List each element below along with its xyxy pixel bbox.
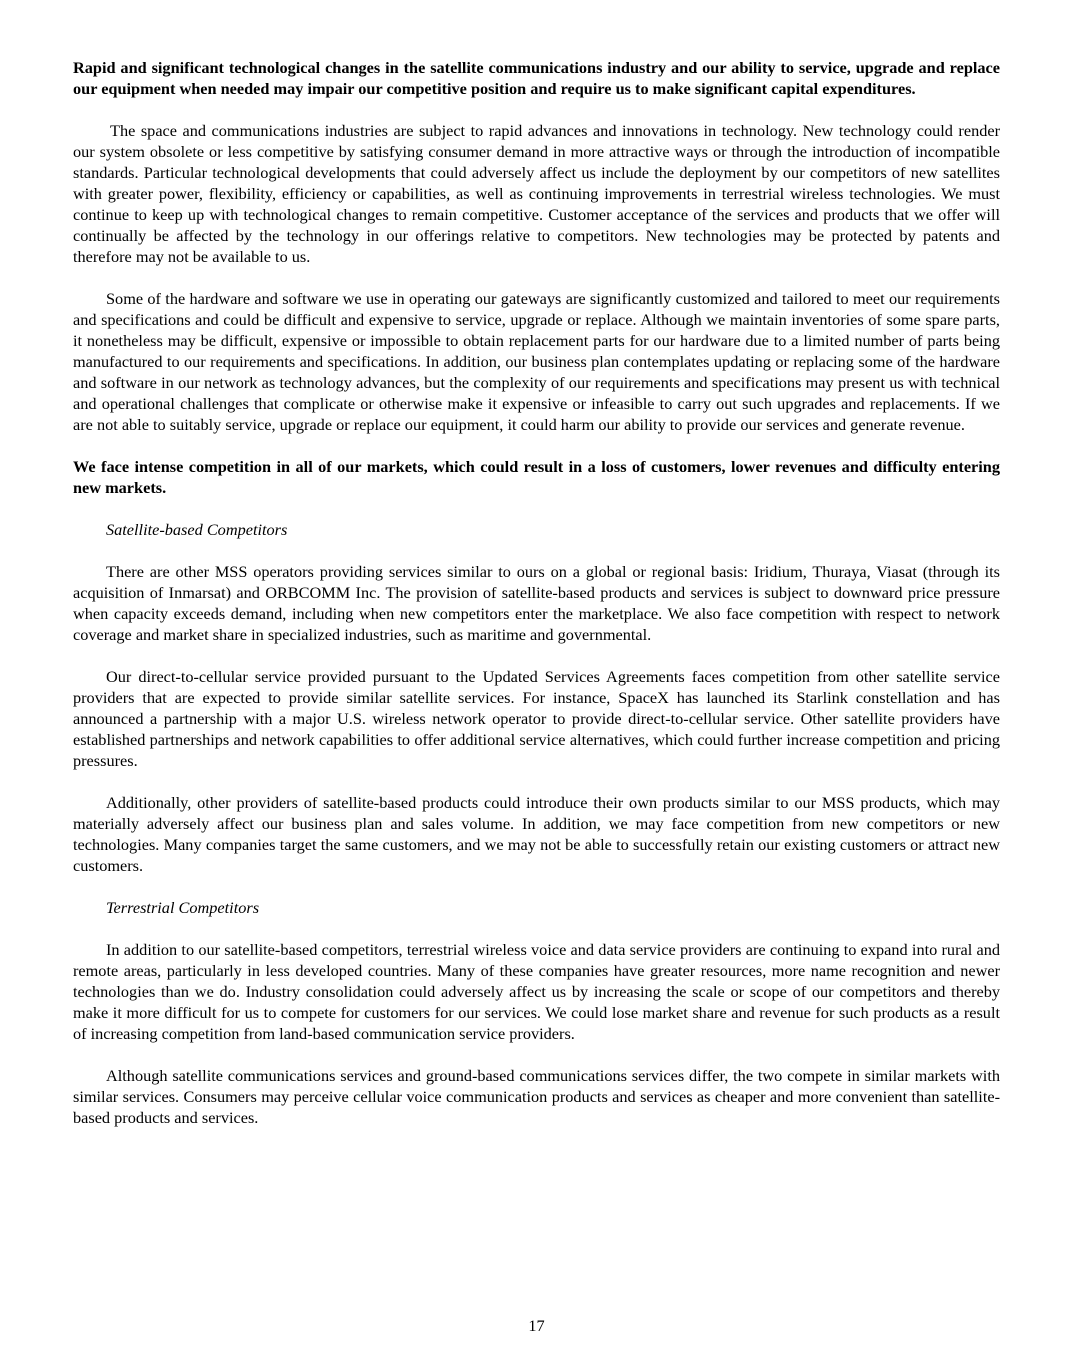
paragraph-terrestrial-providers: In addition to our satellite-based competitors, terrestrial wireless voice and data service providers are continuing to expand into rural and remote areas, particularly in less developed countries. Many of these companies have greater resources, more name recognition and newer technologies than we do. Industry consolidation could adversely affect us by increasing the scale or scope of our competitors and thereby make it more difficult for us to compete for customers for our services. We could lose market share and revenue for such products as a result of increasing competition from land-based communication service providers. bbox=[73, 940, 1000, 1043]
page-number: 17 bbox=[528, 1316, 545, 1335]
subheading-satellite-competitors: Satellite-based Competitors bbox=[106, 520, 288, 539]
section-heading-technology: Rapid and significant technological changes in the satellite communications industry and our ability to service, upgrade and replace our equipment when needed may impair our competitive position and require us to make significant capital expenditures. bbox=[73, 58, 1000, 98]
paragraph-other-providers: Additionally, other providers of satellite-based products could introduce their own products similar to our MSS products, which may materially adversely affect our business plan and sales volume. In addition, we may face competition from new competitors or new technologies. Many companies target the same customers, and we may not be able to successfully retain our existing customers or attract new customers. bbox=[73, 793, 1000, 875]
paragraph-direct-to-cellular: Our direct-to-cellular service provided pursuant to the Updated Services Agreements faces competition from other satellite service providers that are expected to provide similar satellite services. For instance, SpaceX has launched its Starlink constellation and has announced a partnership with a major U.S. wireless network operator to provide direct-to-cellular service. Other satellite providers have established partnerships and network capabilities to offer additional service alternatives, which could further increase competition and pricing pressures. bbox=[73, 667, 1000, 770]
paragraph-satellite-vs-ground: Although satellite communications services and ground-based communications services differ, the two compete in similar markets with similar services. Consumers may perceive cellular voice communication products and services as cheaper and more convenient than satellite-based products and services. bbox=[73, 1066, 1000, 1127]
subheading-terrestrial-competitors: Terrestrial Competitors bbox=[106, 898, 260, 917]
paragraph-technology-changes: The space and communications industries are subject to rapid advances and innovations in technology. New technology could render our system obsolete or less competitive by satisfying consumer demand in more attractive ways or through the introduction of incompatible standards. Particular technological developments that could adversely affect us include the deployment by our competitors of new satellites with greater power, flexibility, efficiency or capabilities, as well as continuing improvements in terrestrial wireless technologies. We must continue to keep up with technological changes to remain competitive. Customer acceptance of the services and products that we offer will continually be affected by the technology in our offerings relative to competitors. New technologies may be protected by patents and therefore may not be available to us. bbox=[73, 121, 1000, 266]
section-heading-competition: We face intense competition in all of our markets, which could result in a loss of customers, lower revenues and difficulty entering new markets. bbox=[73, 457, 1000, 497]
paragraph-mss-operators: There are other MSS operators providing services similar to ours on a global or regional basis: Iridium, Thuraya, Viasat (through its acquisition of Inmarsat) and ORBCOMM Inc. The provision of satellite-based products and services is subject to downward price pressure when capacity exceeds demand, including when new competitors enter the marketplace. We also face competition with respect to network coverage and market share in specialized industries, such as maritime and governmental. bbox=[73, 562, 1000, 644]
paragraph-hardware-software: Some of the hardware and software we use in operating our gateways are significantly customized and tailored to meet our requirements and specifications and could be difficult and expensive to service, upgrade or replace. Although we maintain inventories of some spare parts, it nonetheless may be difficult, expensive or impossible to obtain replacement parts for our hardware due to a limited number of parts being manufactured to our requirements and specifications. In addition, our business plan contemplates updating or replacing some of the hardware and software in our network as technology advances, but the complexity of our requirements and specifications may present us with technical and operational challenges that complicate or otherwise make it expensive or infeasible to carry out such upgrades and replacements. If we are not able to suitably service, upgrade or replace our equipment, it could harm our ability to provide our services and generate revenue. bbox=[73, 289, 1000, 434]
document-body bbox=[73, 57, 1000, 1149]
